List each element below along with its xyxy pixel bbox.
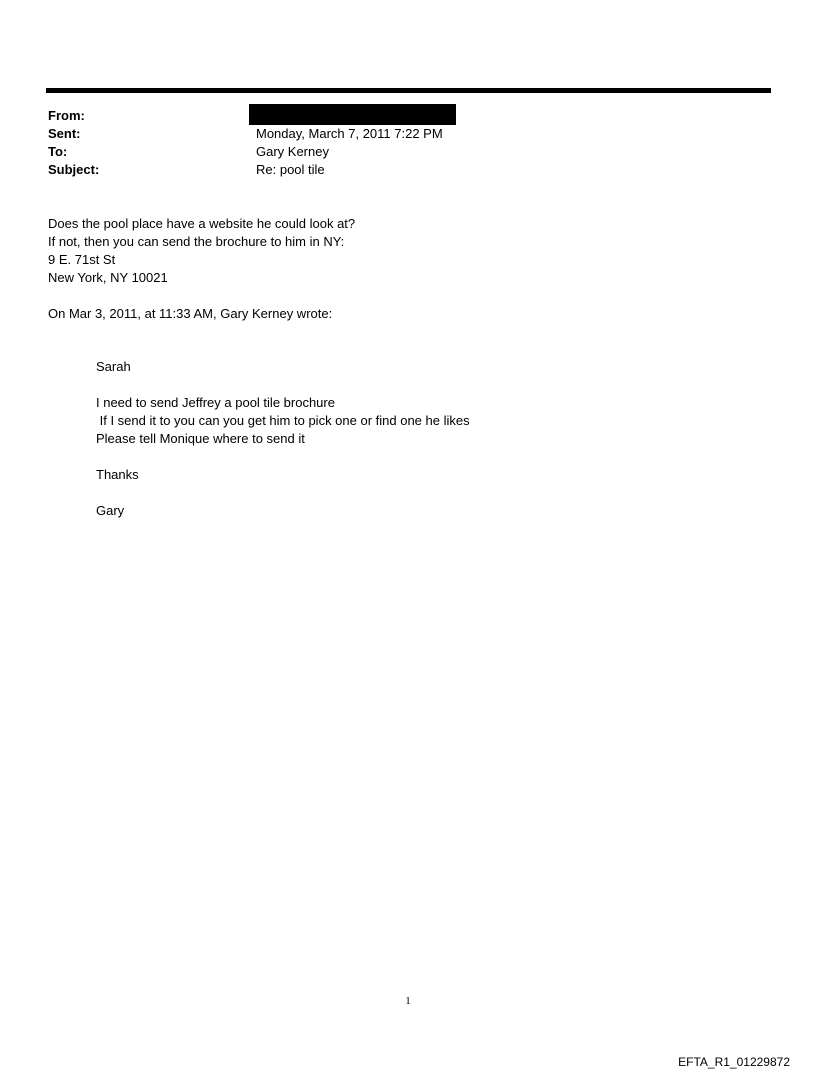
sent-row [48,125,768,143]
subject-value: Re: pool tile [256,162,325,177]
quoted-signature: Gary [96,503,125,518]
from-row [48,107,768,125]
to-row [48,143,768,161]
body-line: Does the pool place have a website he could look at? [48,216,356,231]
redaction-bar [249,104,456,125]
quoted-line: Please tell Monique where to send it [96,431,305,446]
to-label: To: [48,144,68,159]
sent-label: Sent: [48,126,81,141]
quote-attribution: On Mar 3, 2011, at 11:33 AM, Gary Kerney wrote: [48,306,333,321]
message-body [48,215,768,287]
quoted-line: If I send it to you can you get him to pick one or find one he likes [96,413,470,428]
address-city: New York, NY 10021 [48,270,168,285]
to-value: Gary Kerney [256,144,329,159]
subject-label: Subject: [48,162,100,177]
from-label: From: [48,108,85,123]
quoted-message [96,358,756,520]
quoted-greeting: Sarah [96,359,131,374]
document-id: EFTA_R1_01229872 [678,1055,790,1069]
address-street: 9 E. 71st St [48,252,116,267]
subject-row [48,161,768,179]
top-divider [46,88,771,93]
quoted-thanks: Thanks [96,467,139,482]
page-number: 1 [405,995,411,1007]
quoted-line: I need to send Jeffrey a pool tile brochure [96,395,335,410]
email-header [48,107,768,179]
body-line: If not, then you can send the brochure to him in NY: [48,234,345,249]
sent-value: Monday, March 7, 2011 7:22 PM [256,126,443,141]
